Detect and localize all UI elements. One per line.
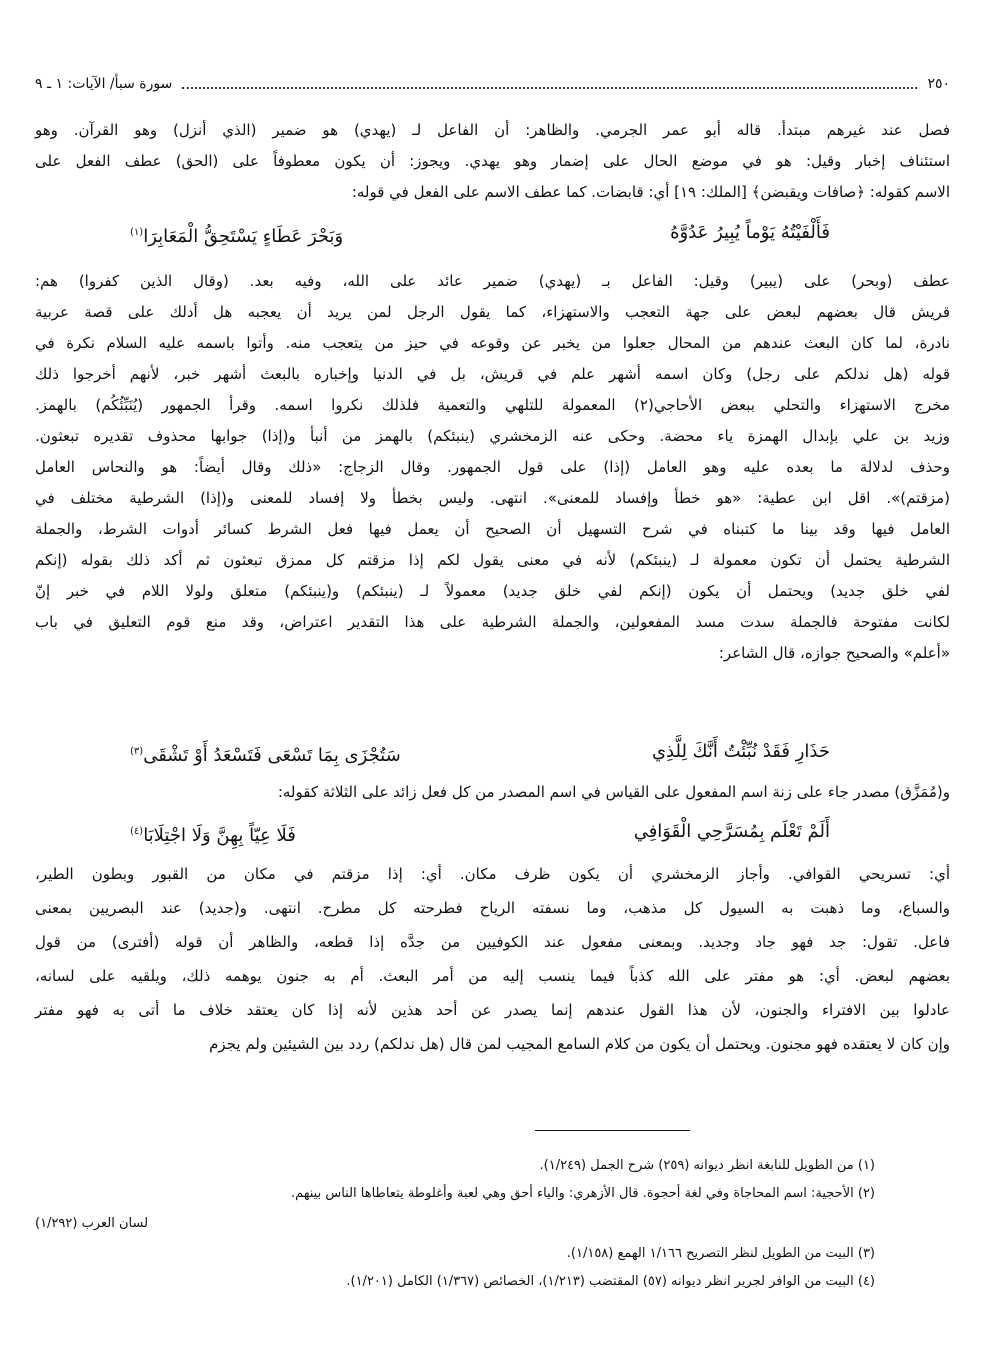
text-line: بعضهم لبعض. أي: هو مفتر على الله كذباً فيما ينسب إليه من أمر البعث. أم به جنون يوهمه ذلك، ويلقيه على لسانه، (35, 967, 950, 985)
paragraph-2 (35, 266, 950, 669)
text-line: عطف (وبحر) على (يبير) وقيل: الفاعل بـ (يهدي) ضمير عائد على الله، وفيه بعد. (وقال الذين كفروا) هم: (35, 272, 950, 290)
verse-hemistich-first: حَذَارِ فَقَدْ نُبِّئْتُ أَنَّكَ لِلَّذِي (651, 741, 830, 762)
text-line: الاسم كقوله: ﴿صافات ويقبضن﴾ [الملك: ١٩] أي: قابضات. كما عطف الاسم على الفعل في قوله: (351, 183, 950, 201)
text-line: استئناف إخبار وقيل: هو في موضع الحال على إضمار وهو يهدي. ويجوز: أن يكون معطوفاً على (الحق) عطف الفعل على (35, 152, 950, 170)
verse-hemistich-first: فَأَلْفَيْتُهُ يَوْماً يُبِيرُ عَدُوَّهُ (670, 222, 830, 243)
text-line: فاعل. تقول: جد فهو جاد وجديد. وبمعنى مفعول عند الكوفيين من جدَّه إذا قطعه، والظاهر أن قوله (أفترى) من قول (35, 933, 950, 951)
text-line: فصل عند غيرهم مبتدأ. قاله أبو عمر الجرمي. والظاهر: أن الفاعل لـ (يهدي) هو ضمير (الذي أنزل) وهو القرآن. وهو (35, 121, 950, 139)
text-line: لكانت مفتوحة فالجملة سدت مسد المفعولين، والجملة الشرطية على هذا التقدير اعتراض، وقد منع قوم التعليق في باب (35, 613, 950, 631)
text-line: قوله (هل ندلكم على رجل) وكان اسمه أشهر علم في قريش، بل في الدنيا وإخباره بالبعث أشهر خبر، لأنهم أخرجوا ذلك (35, 365, 950, 383)
verse-hemistich-second (130, 218, 343, 252)
footnote-4: (٤) البيت من الوافر لجرير انظر ديوانه (٥٧) المقتضب (١/٢١٣)، الخصائص (١/٣٦٧) الكامل (١/٢٠١). (346, 1274, 875, 1289)
verse-hemistich-first: أَلَمْ تَعْلَم بِمُسَرَّحِي الْقَوَافِي (633, 821, 830, 842)
text-line: الشرطية يحتمل أن تكون معمولة لـ (ينبئكم) لأنه في معنى يقول لكم إذا مزقتم كل ممزق تبعثون ثم أكد ذلك بقوله (إنكم (35, 551, 950, 569)
text-line: و(مُمَزَّق) مصدر جاء على زنة اسم المفعول على القياس في اسم المصدر من كل فعل زائد على الثلاثة كقوله: (277, 783, 950, 801)
text-line: العامل فيها وقد بينا ما كتبناه في شرح التسهيل أن الصحيح أن يعمل فيها فعل الشرط كسائر أدوات الشرط، والجملة (35, 520, 950, 538)
paragraph-3 (35, 857, 950, 1061)
text-line: وحذف لدلالة ما بعده عليه وهو العامل (إذا) على قول الجمهور. وقال الزجاج: «ذلك وقال أيضاً: هو والنحاس العامل (35, 458, 950, 476)
footnote-ref: (٣) (130, 746, 144, 757)
running-title: سورة سبأ/ الآيات: ١ ـ ٩ (35, 76, 173, 92)
page-number: ٢٥٠ (927, 76, 950, 92)
running-header (35, 76, 950, 92)
text-line: مخرج الاستهزاء والتحلي ببعض الأحاجي(٢) المعمولة للتلهي والتعمية فلذلك نكروا اسمه. وقرأ الجمهور (يُنَبِّئُكُم) بالهمز. (35, 396, 950, 414)
footnote-2: (٢) الأحجية: اسم المحاجاة وفي لغة أحجوة. قال الأزهري: والياء أحق وهي لعبة وأغلوطة يتعاطاها الناس بينهم. (290, 1186, 875, 1201)
leader-dots (182, 79, 917, 89)
footnote-1: (١) من الطويل للنابغة انظر ديوانه (٢٥٩) شرح الجمل (١/٢٤٩). (539, 1158, 875, 1173)
verse-1 (130, 218, 830, 252)
text-line: لفي خلق جديد) ويحتمل أن يكون (إنكم لفي خلق جديد) معمولاً لـ (ينبئكم) و(ينبئكم) متعلق ولولا اللام في خبر إنّ (35, 582, 950, 600)
text-line: أي: تسريحي القوافي. وأجاز الزمخشري أن يكون ظرف مكان. أي: إذا مزقتم في مكان من القبور وبطون الطير، (35, 865, 950, 883)
text-line: عادلوا بين الافتراء والجنون، لأن هذا القول عندهم إنما يصدر عن أحد هذين لأنه إذا كان يعتقد خلاف ما أتى به فهو مفتر (35, 1001, 950, 1019)
paragraph-1 (35, 115, 950, 208)
text-line: والسباع، وما ذهبت به السيول كل مذهب، وما نسفته الرياح فطرحته كل مطرح. انتهى. و(جديد) عند البصريين بمعنى (35, 899, 950, 917)
text-line: «أعلم» والصحيح جوازه، قال الشاعر: (718, 644, 950, 662)
verse-text: سَتُجْزَى بِمَا تَسْعَى فَتَسْعَدُ أَوْ تَشْقَى (143, 745, 401, 766)
text-line: وزيد بن علي بإبدال الهمزة ياء محضة. وحكى عنه الزمخشري (ينبئكم) بالهمز من أنبأ و(إذا) جوابها محذوف تقديره تبعثون. (35, 427, 950, 445)
verse-3 (130, 817, 830, 851)
verse-text: فَلَا عِيّاً بِهِنَّ وَلَا اجْتِلَابَا (143, 825, 296, 846)
verse-hemistich-second (130, 817, 296, 851)
text-line: نادرة، لما كان البعث عندهم من المحال جعلوا من يخبر عن وقوعه في حيز من يتعجب منه. وأتوا باسمه عليه السلام نكرة في (35, 334, 950, 352)
footnote-2-continued: لسان العرب (١/٢٩٢) (35, 1216, 149, 1231)
verse-hemistich-second (130, 737, 401, 771)
verse-text: وَبَحْرَ عَطَاءٍ يَسْتَحِقُّ الْمَعَابِرَا (143, 226, 344, 247)
paragraph-mid (35, 777, 950, 808)
verse-2 (130, 737, 830, 771)
footnote-ref: (٤) (130, 826, 144, 837)
text-line: وإن كان لا يعتقده فهو مجنون. ويحتمل أن يكون من كلام السامع المجيب لمن قال (هل ندلكم) ردد بين الشيئين ولم يجزم (209, 1035, 950, 1053)
footnote-ref: (١) (130, 227, 144, 238)
footnote-3: (٣) البيت من الطويل لنظر التصريح ١/١٦٦ الهمع (١/١٥٨). (566, 1246, 875, 1261)
text-line: قريش قال بعضهم لبعض على جهة التعجب والاستهزاء، كما يقول الرجل لمن يريد أن يعجبه هل أدلك على قصة عربية (35, 303, 950, 321)
text-line: (مزقتم)». اقل ابن عطية: «هو خطأ وإفساد للمعنى». انتهى. وليس بخطأ ولا إفساد للمعنى و(إذا) الشرطية مختلف في (35, 489, 950, 507)
footnote-divider (535, 1130, 690, 1131)
